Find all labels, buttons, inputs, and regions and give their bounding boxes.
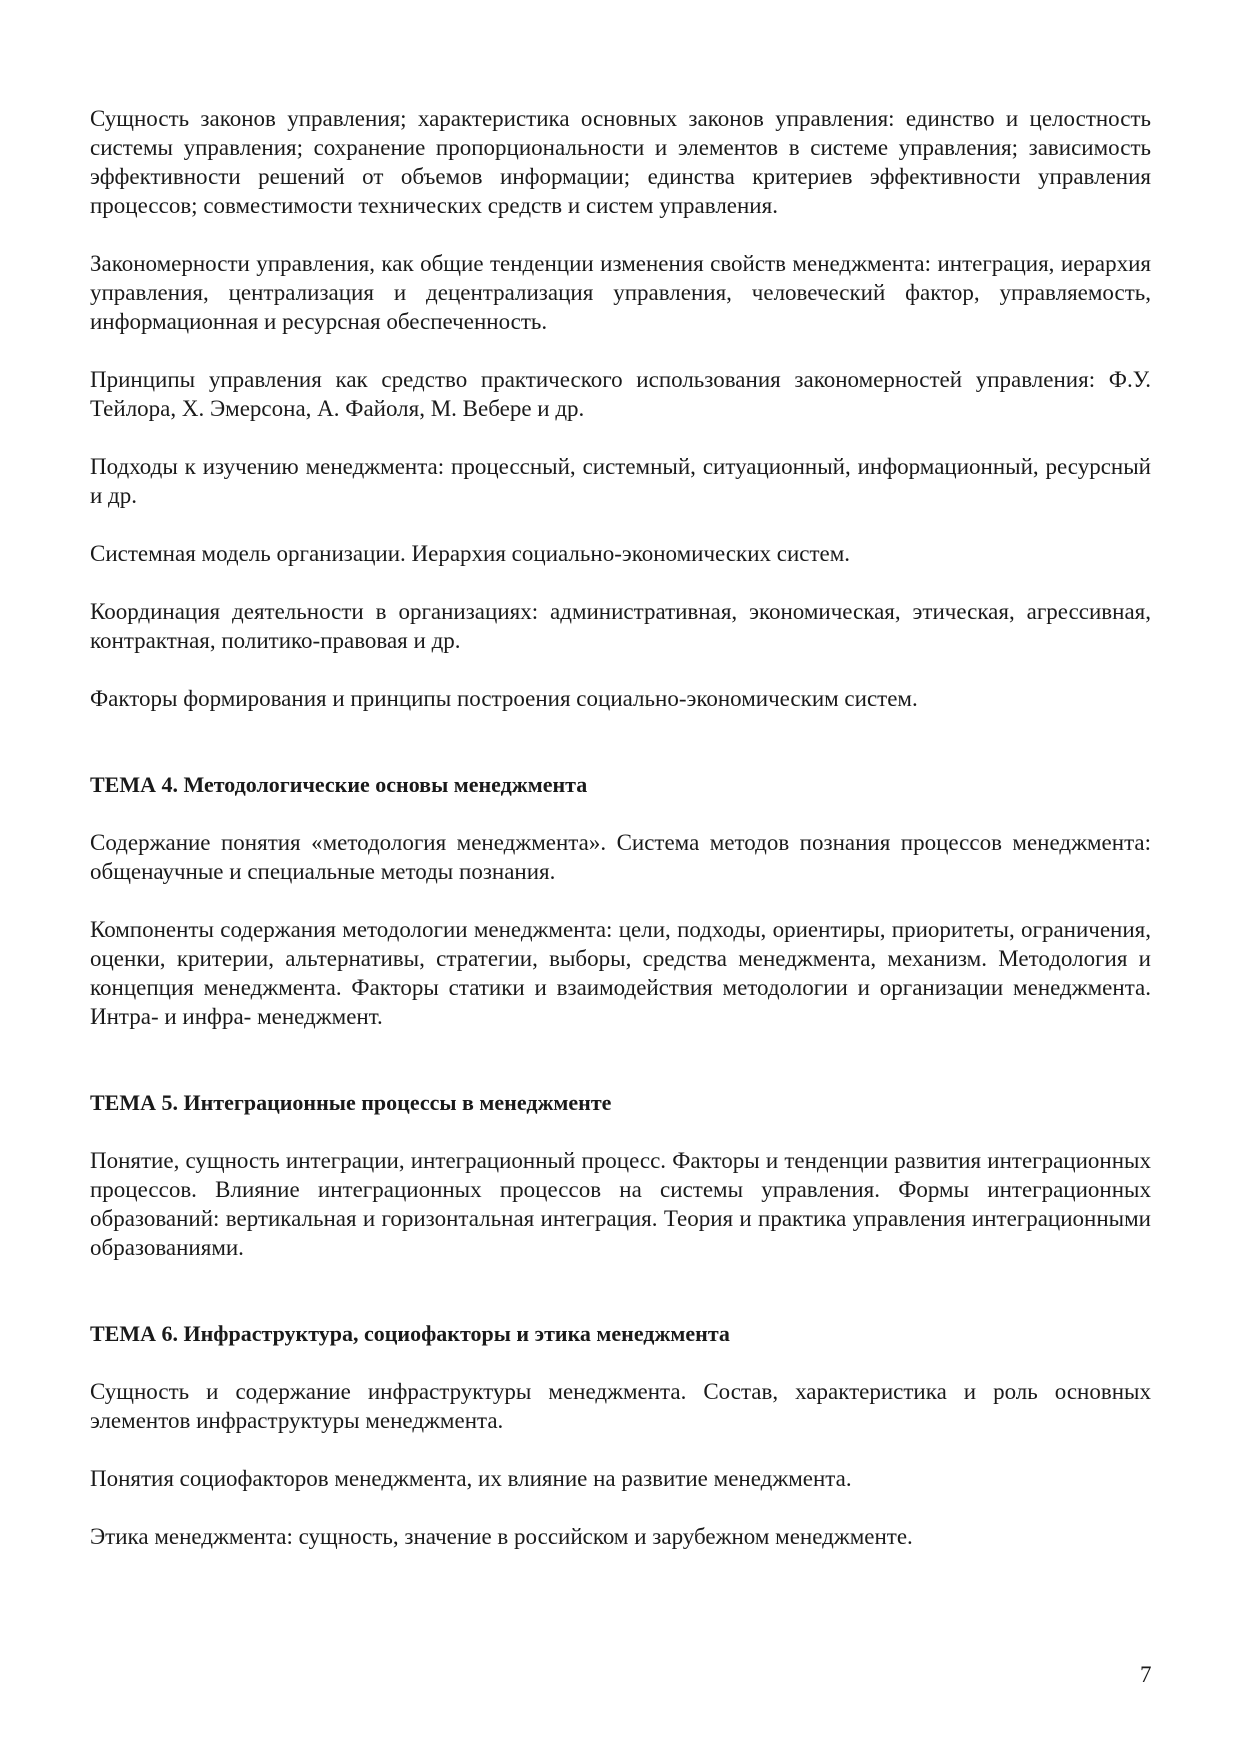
paragraph-approaches: Подходы к изучению менеджмента: процессный, системный, ситуационный, информационный, ресурсный и др. bbox=[90, 454, 1151, 508]
paragraph-coordination: Координация деятельности в организациях: административная, экономическая, этическая, агрессивная, контрактная, политико-правовая и др. bbox=[90, 599, 1151, 653]
document-page bbox=[90, 104, 1151, 1551]
paragraph-principles: Принципы управления как средство практического использования закономерностей управления: Ф.У. Тейлора, Х. Эмерсона, А. Файоля, М. Вебере и др. bbox=[90, 367, 1151, 421]
paragraph-laws-of-management: Сущность законов управления; характеристика основных законов управления: единство и целостность системы управления; сохранение пропорциональности и элементов в системе управления; зависимость эффективности решений от объемов информации; единства критериев эффективности управления процессов; совместимости технических средств и систем управления. bbox=[90, 106, 1151, 218]
topic-4-paragraph-1: Содержание понятия «методология менеджмента». Система методов познания процессов менеджмента: общенаучные и специальные методы познания. bbox=[90, 830, 1151, 884]
topic-5-heading: ТЕМА 5. Интеграционные процессы в менеджменте bbox=[90, 1090, 612, 1115]
paragraph-system-model: Системная модель организации. Иерархия социально-экономических систем. bbox=[90, 541, 851, 566]
topic-6-heading: ТЕМА 6. Инфраструктура, социофакторы и этика менеджмента bbox=[90, 1321, 730, 1346]
topic-6-paragraph-2: Понятия социофакторов менеджмента, их влияние на развитие менеджмента. bbox=[90, 1466, 852, 1491]
topic-5-paragraph-1: Понятие, сущность интеграции, интеграционный процесс. Факторы и тенденции развития интеграционных процессов. Влияние интеграционных процессов на системы управления. Формы интеграционных образований: вертикальная и горизонтальная интеграция. Теория и практика управления интеграционными образованиями. bbox=[90, 1148, 1151, 1260]
topic-4-heading: ТЕМА 4. Методологические основы менеджмента bbox=[90, 772, 588, 797]
topic-6-paragraph-3: Этика менеджмента: сущность, значение в российском и зарубежном менеджменте. bbox=[90, 1524, 913, 1549]
paragraph-factors: Факторы формирования и принципы построения социально-экономическим систем. bbox=[90, 686, 918, 711]
topic-6-paragraph-1: Сущность и содержание инфраструктуры менеджмента. Состав, характеристика и роль основных элементов инфраструктуры менеджмента. bbox=[90, 1379, 1151, 1433]
topic-4-paragraph-2: Компоненты содержания методологии менеджмента: цели, подходы, ориентиры, приоритеты, ограничения, оценки, критерии, альтернативы, стратегии, выборы, средства менеджмента, механизм. Методология и концепция менеджмента. Факторы статики и взаимодействия методологии и организации менеджмента. Интра- и инфра- менеджмент. bbox=[90, 917, 1151, 1029]
page-number: 7 bbox=[1140, 1662, 1152, 1687]
paragraph-regularities: Закономерности управления, как общие тенденции изменения свойств менеджмента: интеграция, иерархия управления, централизация и децентрализация управления, человеческий фактор, управляемость, информационная и ресурсная обеспеченность. bbox=[90, 251, 1151, 334]
